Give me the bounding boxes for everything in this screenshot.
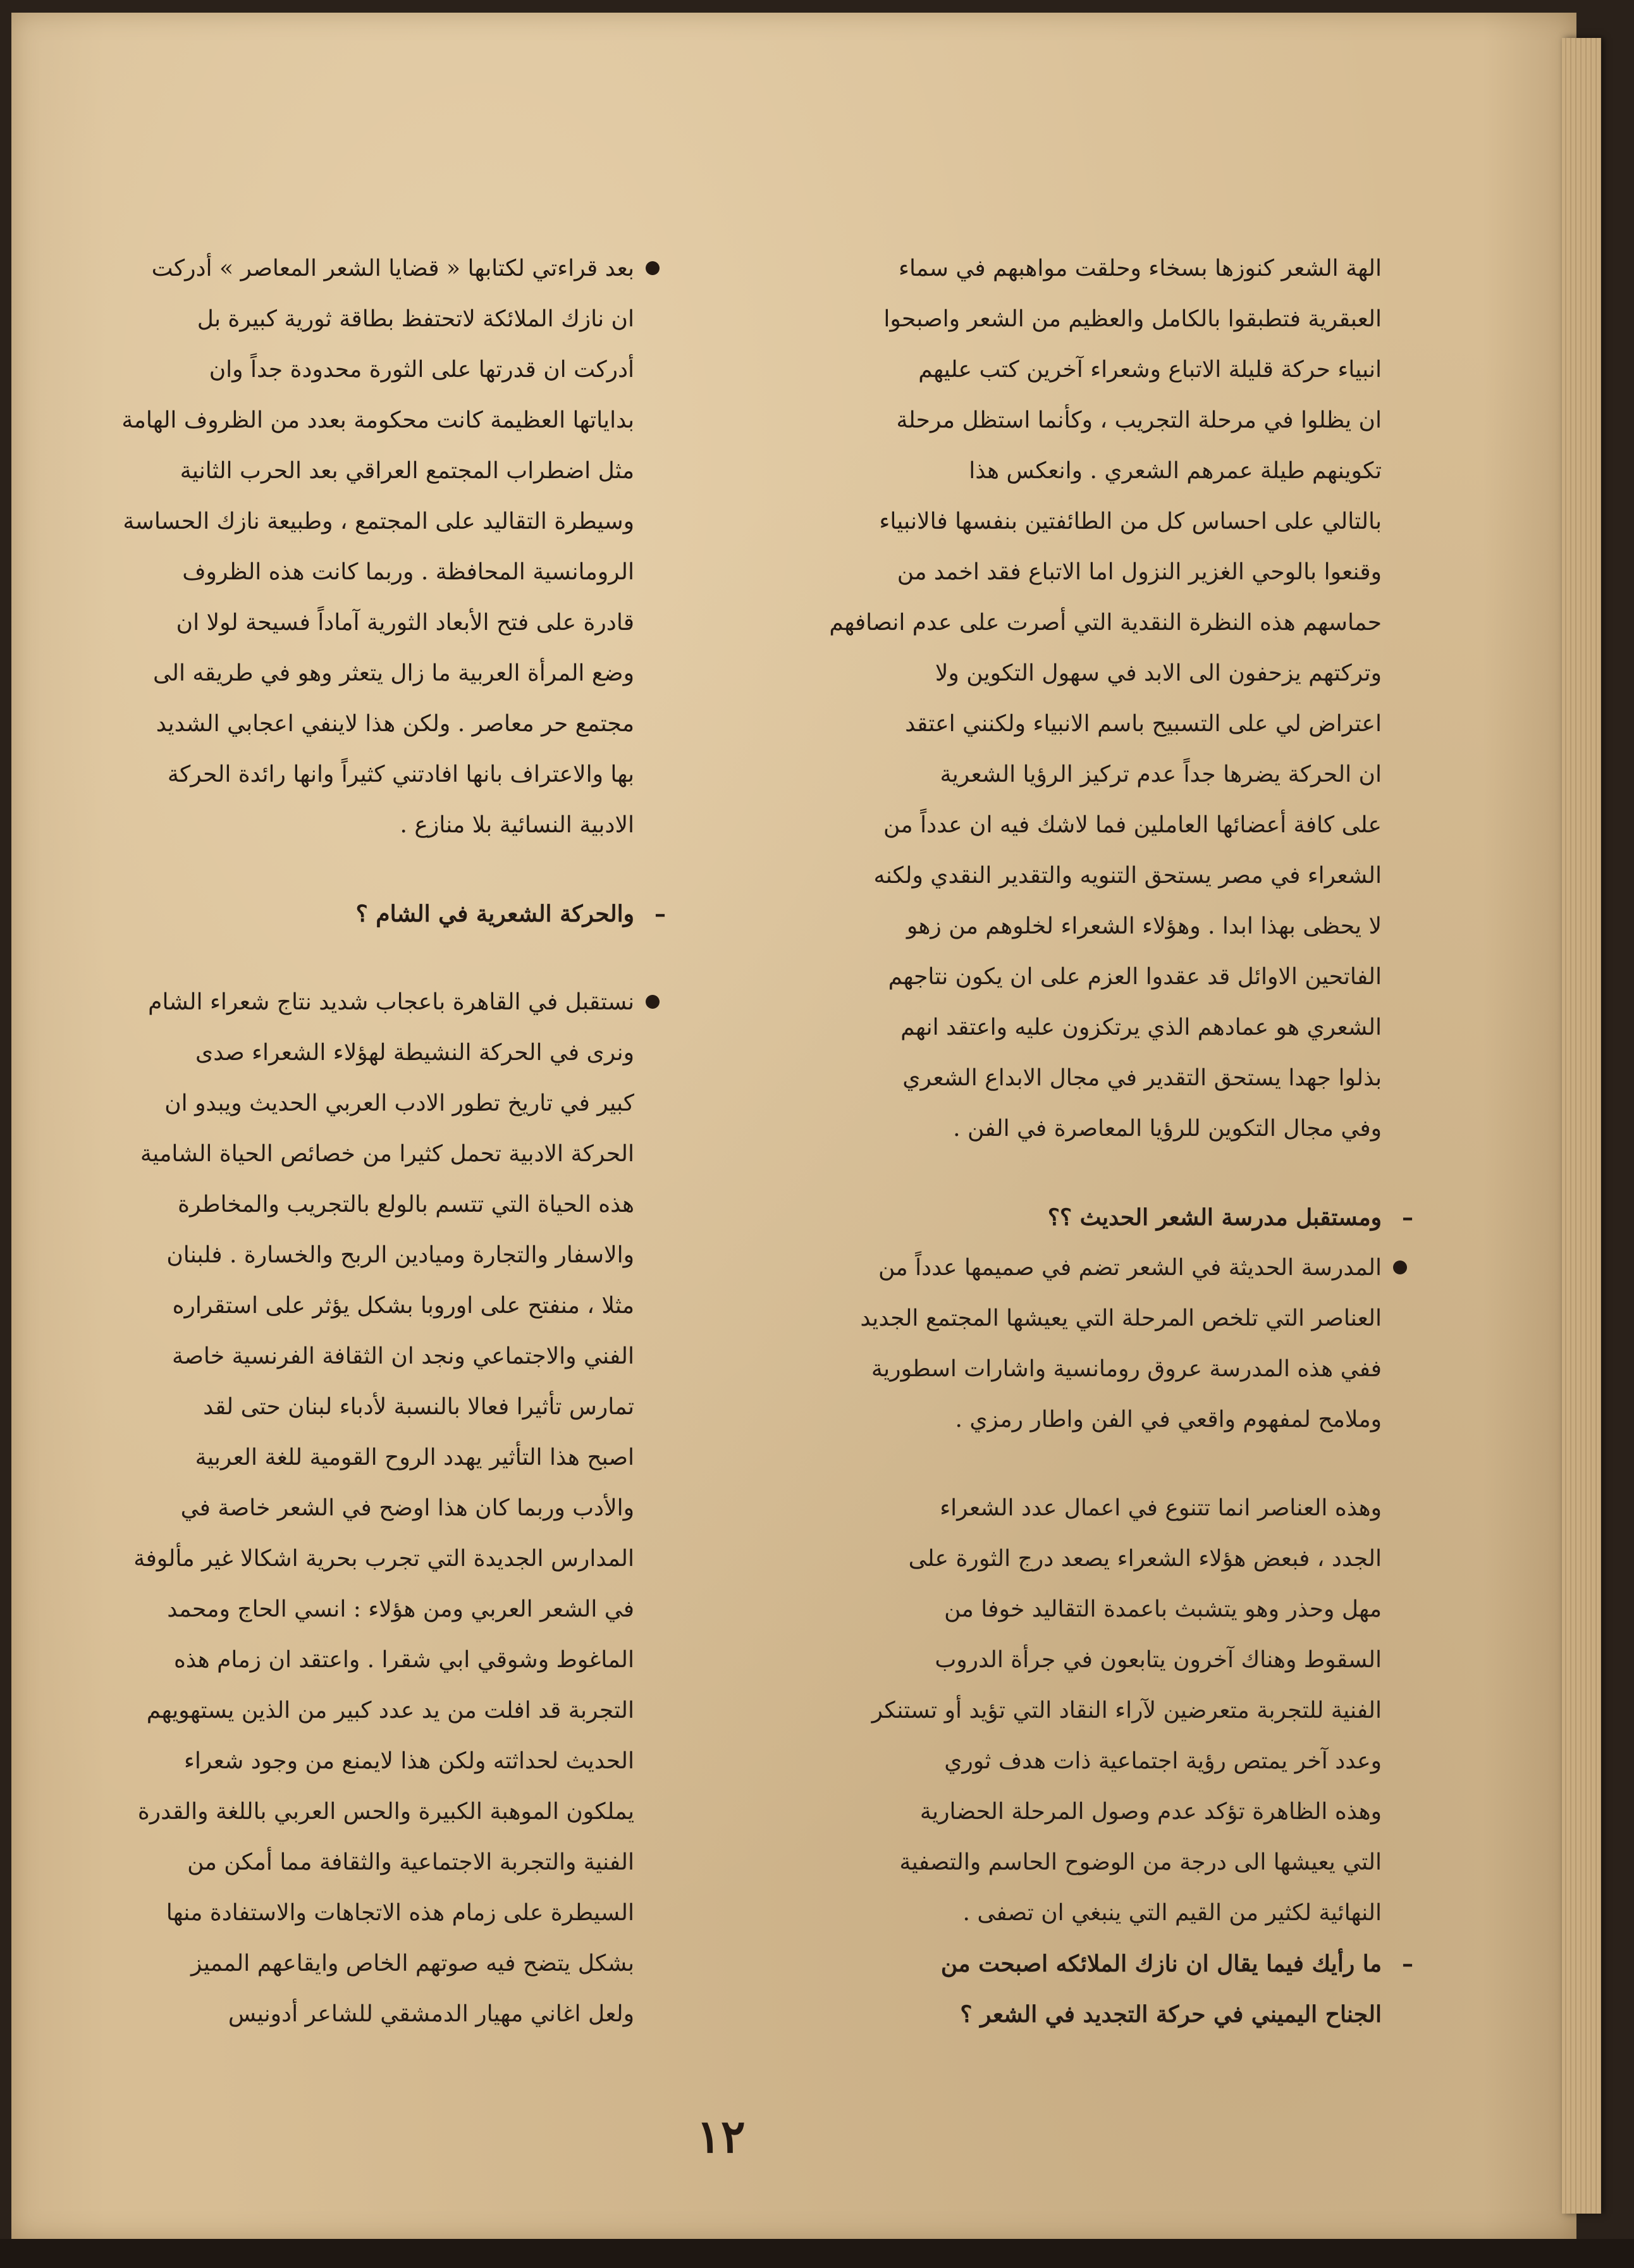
answer-first-line (794, 1243, 1382, 1293)
line-text: أدركت ان قدرتها على الثورة محدودة جداً وان (209, 357, 634, 383)
text-line (794, 1584, 1382, 1635)
line-text: حماسهم هذه النظرة النقدية التي أصرت على عدم انصافهم (829, 610, 1382, 636)
text-line (37, 1635, 634, 1686)
text-line (794, 1736, 1382, 1787)
text-line (37, 547, 634, 598)
answer-first-line (37, 977, 634, 1028)
text-line (37, 699, 634, 749)
line-text: المدارس الجديدة التي تجرب بحرية اشكالا غير مألوفة (133, 1546, 634, 1572)
text-line (794, 598, 1382, 648)
text-line (37, 1534, 634, 1584)
bullet-icon (646, 995, 660, 1009)
text-line (794, 294, 1382, 345)
text-line (37, 496, 634, 547)
left-text-column (37, 243, 666, 2040)
line-text: العبقرية فتطبقوا بالكامل والعظيم من الشعر واصبحوا (883, 306, 1382, 332)
line-text: بذلوا جهدا يستحق التقدير في مجال الابداع الشعري (902, 1065, 1382, 1091)
text-line (37, 345, 634, 395)
page-number: ١٢ (696, 2109, 746, 2163)
line-text: يملكون الموهبة الكبيرة والحس العربي باللغة والقدرة (137, 1799, 634, 1825)
line-text: وقنعوا بالوحي الغزير النزول اما الاتباع فقد اخمد من (897, 559, 1382, 585)
text-line (794, 547, 1382, 598)
line-text: الشعري هو عمادهم الذي يرتكزون عليه واعتقد انهم (900, 1014, 1382, 1040)
text-line (37, 446, 634, 496)
text-line (37, 1382, 634, 1433)
bottom-shadow (0, 2239, 1634, 2268)
text-line (794, 1395, 1382, 1445)
text-line (37, 1281, 634, 1331)
text-line (37, 800, 634, 851)
text-line (794, 1787, 1382, 1837)
line-text: ان نازك الملائكة لاتحتفظ بطاقة ثورية كبيرة بل (197, 306, 634, 332)
text-line (794, 1888, 1382, 1938)
dash-icon: – (1402, 1951, 1413, 1977)
line-text: بشكل يتضح فيه صوتهم الخاص وايقاعهم المميز (190, 1951, 634, 1976)
text-line (794, 1483, 1382, 1534)
line-text: تمارس تأثيرا فعالا بالنسبة لأدباء لبنان حتى لقد (203, 1394, 634, 1420)
line-text: الحديث لحداثته ولكن هذا لايمنع من وجود شعراء (183, 1748, 634, 1774)
line-text: الجدد ، فبعض هؤلاء الشعراء يصعد درج الثورة على (908, 1546, 1382, 1572)
line-text: الحركة الادبية تحمل كثيرا من خصائص الحياة الشامية (140, 1141, 634, 1167)
line-text: الماغوط وشوقي ابي شقرا . واعتقد ان زمام هذه (173, 1647, 634, 1673)
text-line (794, 1686, 1382, 1736)
text-line (794, 901, 1382, 952)
dash-icon: – (654, 901, 666, 927)
line-text: التي يعيشها الى درجة من الوضوح الحاسم والتصفية (899, 1849, 1382, 1875)
text-line (37, 1584, 634, 1635)
text-line (794, 1635, 1382, 1686)
line-text: وفي مجال التكوين للرؤيا المعاصرة في الفن . (953, 1116, 1382, 1142)
text-line (794, 1534, 1382, 1584)
line-text: اصبح هذا التأثير يهدد الروح القومية للغة العربية (195, 1445, 634, 1470)
line-text: الجناح اليميني في حركة التجديد في الشعر ؟ (960, 2001, 1382, 2028)
line-text: الفني والاجتماعي ونجد ان الثقافة الفرنسية خاصة (172, 1343, 634, 1369)
text-line (37, 1129, 634, 1180)
line-text: الرومانسية المحافظة . وربما كانت هذه الظروف (182, 559, 634, 585)
text-line (37, 1736, 634, 1787)
text-line (37, 1331, 634, 1382)
text-line (794, 699, 1382, 749)
text-line (37, 395, 634, 446)
line-text: وهذه الظاهرة تؤكد عدم وصول المرحلة الحضارية (919, 1799, 1382, 1825)
interview-question-line (794, 1192, 1413, 1243)
text-line (37, 1230, 634, 1281)
line-text: بها والاعتراف بانها افادتني كثيراً وانها رائدة الحركة (167, 761, 634, 787)
line-text: النهائية لكثير من القيم التي ينبغي ان تصفى . (962, 1900, 1382, 1926)
text-line (794, 1002, 1382, 1053)
right-text-column (794, 243, 1413, 2040)
text-line (794, 395, 1382, 446)
text-line (37, 1938, 634, 1989)
text-line (794, 243, 1382, 294)
text-line (794, 1053, 1382, 1104)
text-line (794, 648, 1382, 699)
text-line (37, 1686, 634, 1736)
line-text: بعد قراءتي لكتابها « قضايا الشعر المعاصر » أدركت (151, 256, 634, 281)
interview-question-line (37, 889, 666, 939)
line-text: مهل وحذر وهو يتشبث باعمدة التقاليد خوفا من (944, 1596, 1382, 1622)
line-text: وعدد آخر يمتص رؤية اجتماعية ذات هدف ثوري (944, 1748, 1382, 1774)
text-line (794, 952, 1382, 1002)
text-line (794, 749, 1382, 800)
line-text: الفنية للتجربة متعرضين لآراء النقاد التي تؤيد أو تستنكر (871, 1698, 1382, 1723)
text-line (794, 496, 1382, 547)
answer-first-line (37, 243, 634, 294)
line-text: ولعل اغاني مهيار الدمشقي للشاعر أدونيس (228, 2001, 634, 2027)
text-line (37, 1888, 634, 1938)
text-line (37, 1028, 634, 1078)
interview-question-line (794, 1938, 1413, 1989)
text-line (37, 1989, 634, 2040)
text-line (794, 1837, 1382, 1888)
line-text: والأدب وربما كان هذا اوضح في الشعر خاصة في (180, 1495, 634, 1521)
line-text: الفنية والتجربة الاجتماعية والثقافة مما أمكن من (187, 1849, 634, 1875)
text-line (37, 598, 634, 648)
line-text: كبير في تاريخ تطور الادب العربي الحديث ويبدو ان (164, 1090, 634, 1116)
bullet-icon (646, 261, 660, 275)
line-text: مجتمع حر معاصر . ولكن هذا لاينفي اعجابي الشديد (156, 711, 634, 737)
line-text: السيطرة على زمام هذه الاتجاهات والاستفادة منها (166, 1900, 634, 1926)
line-text: والحركة الشعرية في الشام ؟ (355, 901, 634, 927)
line-text: العناصر التي تلخص المرحلة التي يعيشها المجتمع الجديد (860, 1305, 1382, 1331)
line-text: وتركتهم يزحفون الى الابد في سهول التكوين ولا (935, 660, 1382, 686)
dash-icon: – (1402, 1204, 1413, 1231)
text-line (794, 1104, 1382, 1154)
line-text: انبياء حركة قليلة الاتباع وشعراء آخرين كتب عليهم (918, 357, 1382, 383)
line-text: وملامح لمفهوم واقعي في الفن واطار رمزي . (955, 1407, 1382, 1433)
line-text: المدرسة الحديثة في الشعر تضم في صميمها عدداً من (878, 1255, 1382, 1281)
line-text: وسيطرة التقاليد على المجتمع ، وطبيعة نازك الحساسة (123, 508, 634, 534)
line-text: ان يظلوا في مرحلة التجريب ، وكأنما استظل مرحلة (896, 407, 1382, 433)
line-text: بالتالي على احساس كل من الطائفتين بنفسها فالانبياء (879, 508, 1382, 534)
line-text: الادبية النسائية بلا منازع . (400, 812, 634, 838)
text-line (37, 1787, 634, 1837)
line-text: ومستقبل مدرسة الشعر الحديث ؟؟ (1047, 1204, 1382, 1231)
line-text: على كافة أعضائها العاملين فما لاشك فيه ان عدداً من (883, 812, 1382, 838)
text-line (794, 851, 1382, 901)
line-text: ما رأيك فيما يقال ان نازك الملائكه اصبحت من (940, 1951, 1382, 1977)
text-line (37, 1180, 634, 1230)
text-line (37, 1078, 634, 1129)
line-text: الشعراء في مصر يستحق التنويه والتقدير النقدي ولكنه (873, 863, 1382, 889)
paragraph-gap (794, 1445, 1382, 1483)
paragraph-gap (37, 851, 634, 889)
line-text: اعتراض لي على التسبيح باسم الانبياء ولكنني اعتقد (905, 711, 1382, 737)
line-text: في الشعر العربي ومن هؤلاء : انسي الحاج ومحمد (167, 1596, 634, 1622)
line-text: نستقبل في القاهرة باعجاب شديد نتاج شعراء الشام (148, 989, 634, 1015)
line-text: تكوينهم طيلة عمرهم الشعري . وانعكس هذا (969, 458, 1382, 484)
text-line (794, 1344, 1382, 1395)
page-edge-stack (1562, 38, 1601, 2214)
line-text: وضع المرأة العربية ما زال يتعثر وهو في طريقه الى (153, 660, 634, 686)
text-line (37, 1483, 634, 1534)
line-text: وهذه العناصر انما تتنوع في اعمال عدد الشعراء (940, 1495, 1382, 1521)
text-line (37, 749, 634, 800)
interview-question-line (794, 1989, 1382, 2040)
paragraph-gap (37, 939, 634, 977)
line-text: الهة الشعر كنوزها بسخاء وحلقت مواهبهم في سماء (899, 256, 1382, 281)
bullet-icon (1393, 1260, 1407, 1274)
text-line (37, 1433, 634, 1483)
line-text: التجربة قد افلت من يد عدد كبير من الذين يستهويهم (146, 1698, 634, 1723)
text-line (794, 446, 1382, 496)
line-text: ونرى في الحركة النشيطة لهؤلاء الشعراء صدى (195, 1040, 634, 1066)
line-text: هذه الحياة التي تتسم بالولع بالتجريب والمخاطرة (178, 1192, 634, 1217)
text-line (794, 800, 1382, 851)
line-text: الفاتحين الاوائل قد عقدوا العزم على ان يكون نتاجهم (888, 964, 1382, 990)
text-line (794, 1293, 1382, 1344)
line-text: مثل اضطراب المجتمع العراقي بعد الحرب الثانية (180, 458, 634, 484)
line-text: مثلا ، منفتح على اوروبا بشكل يؤثر على استقراره (172, 1293, 634, 1319)
line-text: لا يحظى بهذا ابدا . وهؤلاء الشعراء لخلوهم من زهو (906, 913, 1382, 939)
text-line (37, 648, 634, 699)
text-line (37, 1837, 634, 1888)
text-line (794, 345, 1382, 395)
paragraph-gap (794, 1154, 1382, 1192)
line-text: قادرة على فتح الأبعاد الثورية آماداً فسيحة لولا ان (176, 610, 634, 636)
line-text: ان الحركة يضرها جداً عدم تركيز الرؤيا الشعرية (940, 761, 1382, 787)
line-text: السقوط وهناك آخرون يتابعون في جرأة الدروب (935, 1647, 1382, 1673)
line-text: ففي هذه المدرسة عروق رومانسية واشارات اسطورية (871, 1356, 1382, 1382)
line-text: والاسفار والتجارة وميادين الربح والخسارة . فلبنان (166, 1242, 634, 1268)
line-text: بداياتها العظيمة كانت محكومة بعدد من الظروف الهامة (121, 407, 634, 433)
text-line (37, 294, 634, 345)
